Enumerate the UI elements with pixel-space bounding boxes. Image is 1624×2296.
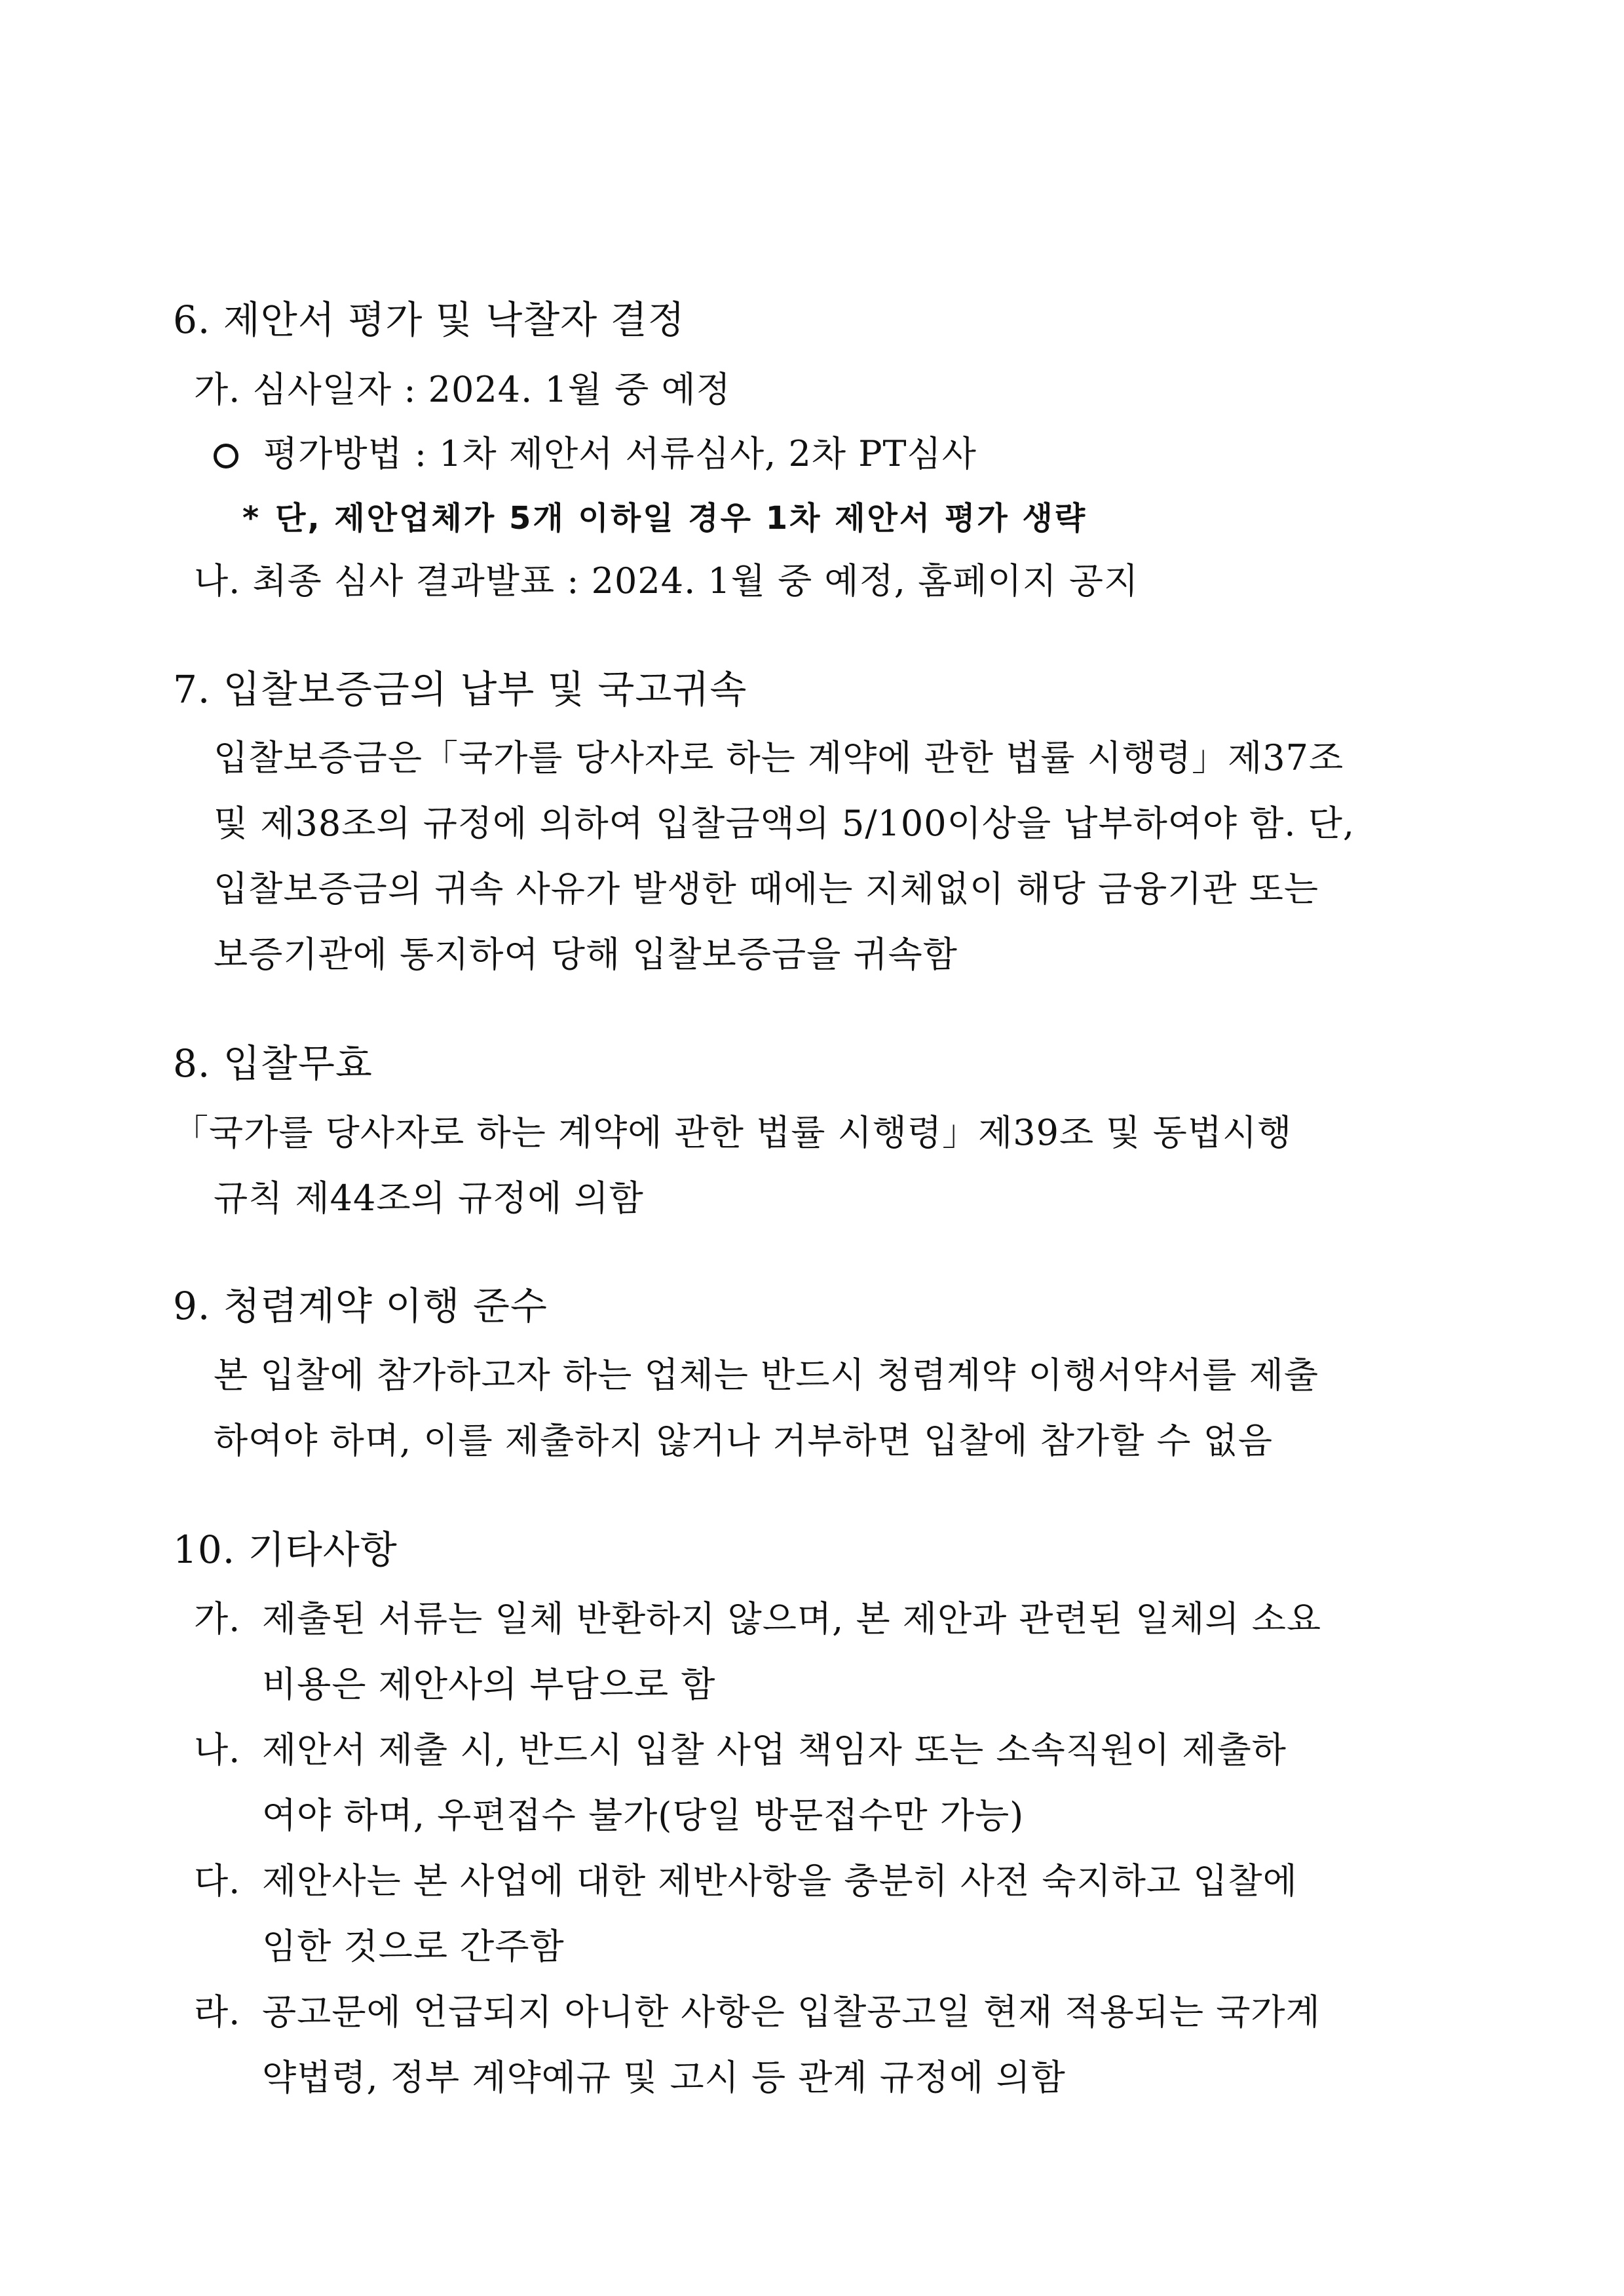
section-7-heading: 7. 입찰보증금의 납부 및 국고귀속 bbox=[173, 667, 747, 712]
section-10-item-ra-line-2: 약법령, 정부 계약예규 및 고시 등 관계 규정에 의함 bbox=[262, 2057, 1066, 2098]
section-9-heading: 9. 청렴계약 이행 준수 bbox=[173, 1284, 548, 1328]
section-9-line-2: 하여야 하며, 이를 제출하지 않거나 거부하면 입찰에 참가할 수 없음 bbox=[214, 1420, 1274, 1461]
section-10-item-ga-label: 가. bbox=[194, 1598, 241, 1639]
section-10-item-ga-line-1: 제출된 서류는 일체 반환하지 않으며, 본 제안과 관련된 일체의 소요 bbox=[262, 1598, 1322, 1639]
section-8-line-1: 「국가를 당사자로 하는 계약에 관한 법률 시행령」제39조 및 동법시행 bbox=[173, 1112, 1293, 1153]
section-6-item-ga: 가. 심사일자 : 2024. 1월 중 예정 bbox=[194, 369, 731, 410]
asterisk-marker: * bbox=[242, 500, 261, 537]
section-10-heading: 10. 기타사항 bbox=[173, 1527, 398, 1572]
section-10-item-na-label: 나. bbox=[194, 1729, 241, 1770]
section-6-bullet-text: 평가방법 : 1차 제안서 서류심사, 2차 PT심사 bbox=[263, 433, 977, 474]
section-6-item-na: 나. 최종 심사 결과발표 : 2024. 1월 중 예정, 홈페이지 공지 bbox=[194, 560, 1139, 602]
section-10-item-ra-label: 라. bbox=[194, 1991, 241, 2033]
section-7-line-2: 및 제38조의 규정에 의하여 입찰금액의 5/100이상을 납부하여야 함. 단, bbox=[214, 803, 1355, 844]
section-6-bullet bbox=[214, 431, 977, 477]
circle-bullet-icon bbox=[214, 444, 238, 469]
section-7-line-4: 보증기관에 통지하여 당해 입찰보증금을 귀속함 bbox=[214, 934, 958, 975]
section-7-line-3: 입찰보증금의 귀속 사유가 발생한 때에는 지체없이 해당 금융기관 또는 bbox=[214, 868, 1319, 909]
section-10-item-da-label: 다. bbox=[194, 1860, 241, 1902]
section-10-item-na-line-2: 여야 하며, 우편접수 불가(당일 방문접수만 가능) bbox=[262, 1795, 1025, 1836]
section-6-heading: 6. 제안서 평가 및 낙찰자 결정 bbox=[173, 297, 685, 342]
section-8-heading: 8. 입찰무효 bbox=[173, 1041, 373, 1086]
section-9-line-1: 본 입찰에 참가하고자 하는 업체는 반드시 청렴계약 이행서약서를 제출 bbox=[214, 1354, 1319, 1396]
section-6-note bbox=[242, 495, 1087, 541]
section-10-item-ra-line-1: 공고문에 언급되지 아니한 사항은 입찰공고일 현재 적용되는 국가계 bbox=[262, 1991, 1321, 2033]
section-10-item-da-line-2: 임한 것으로 간주함 bbox=[262, 1926, 565, 1967]
section-10-item-da-line-1: 제안사는 본 사업에 대한 제반사항을 충분히 사전 숙지하고 입찰에 bbox=[262, 1860, 1298, 1902]
section-7-line-1: 입찰보증금은「국가를 당사자로 하는 계약에 관한 법률 시행령」제37조 bbox=[214, 737, 1344, 778]
section-6-note-text: 단, 제안업체가 5개 이하일 경우 1차 제안서 평가 생략 bbox=[275, 500, 1087, 537]
section-8-line-2: 규칙 제44조의 규정에 의함 bbox=[214, 1177, 644, 1219]
section-10-item-ga-line-2: 비용은 제안사의 부담으로 함 bbox=[262, 1664, 716, 1705]
section-10-item-na-line-1: 제안서 제출 시, 반드시 입찰 사업 책임자 또는 소속직원이 제출하 bbox=[262, 1729, 1287, 1770]
